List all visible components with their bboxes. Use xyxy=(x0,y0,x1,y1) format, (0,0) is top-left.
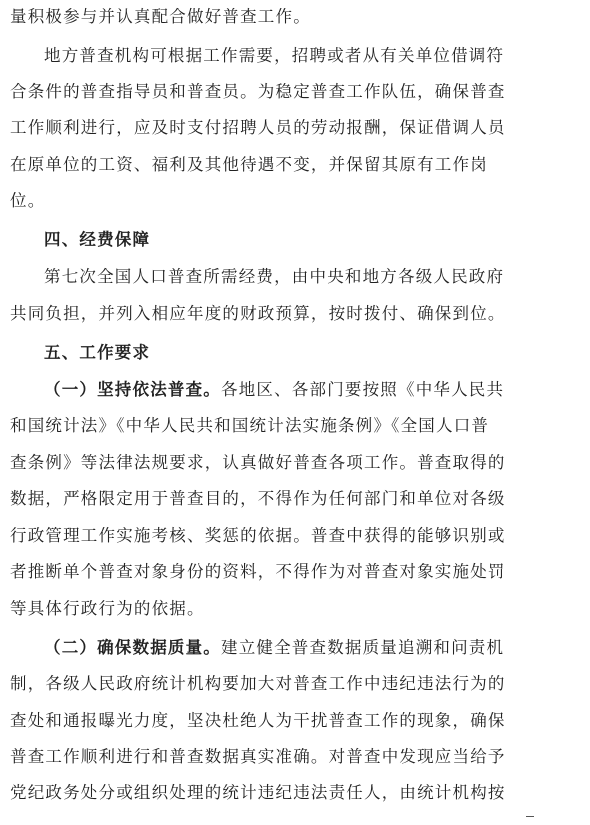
paragraph-line: 行政管理工作实施考核、奖惩的依据。普查中获得的能够识别或 xyxy=(10,526,506,545)
paragraph-line xyxy=(44,636,504,660)
item-text: 建立健全普查数据质量追溯和问责机 xyxy=(221,638,505,657)
paragraph-line: 工作顺利进行，应及时支付招聘人员的劳动报酬，保证借调人员 xyxy=(10,118,506,137)
paragraph-line: 地方普查机构可根据工作需要，招聘或者从有关单位借调符 xyxy=(44,46,505,65)
paragraph-line: 位。 xyxy=(10,191,46,210)
item-title-data-quality: （二）确保数据质量。 xyxy=(44,638,221,657)
paragraph-line: 者推断单个普查对象身份的资料，不得作为对普查对象实施处罚 xyxy=(10,562,506,581)
item-text: 各地区、各部门要按照《中华人民共 xyxy=(221,380,505,399)
paragraph-line: 在原单位的工资、福利及其他待遇不变，并保留其原有工作岗 xyxy=(10,155,488,174)
paragraph-line xyxy=(44,378,504,402)
paragraph-line: 第七次全国人口普查所需经费，由中央和地方各级人民政府 xyxy=(44,267,505,286)
paragraph-line: 量积极参与并认真配合做好普查工作。 xyxy=(10,7,311,26)
paragraph-line: 查处和通报曝光力度，坚决杜绝人为干扰普查工作的现象，确保 xyxy=(10,711,506,730)
paragraph-line: 党纪政务处分或组织处理的统计违纪违法责任人，由统计机构按 xyxy=(10,783,506,802)
paragraph-line: 数据，严格限定用于普查目的，不得作为任何部门和单位对各级 xyxy=(10,489,506,508)
paragraph-line: 普查工作顺利进行和普查数据真实准确。对普查中发现应当给予 xyxy=(10,747,506,766)
paragraph-line: 和国统计法》《中华人民共和国统计法实施条例》《全国人口普 xyxy=(10,416,490,435)
paragraph-line: 合条件的普查指导员和普查员。为稳定普查工作队伍，确保普查 xyxy=(10,82,506,101)
item-title-lawful-census: （一）坚持依法普查。 xyxy=(44,380,221,399)
paragraph-line: 查条例》等法律法规要求，认真做好普查各项工作。普查取得的 xyxy=(10,453,506,472)
paragraph-line: 等具体行政行为的依据。 xyxy=(10,599,205,618)
paragraph-line: 共同负担，并列入相应年度的财政预算，按时拨付、确保到位。 xyxy=(10,304,506,323)
section-heading-requirements: 五、工作要求 xyxy=(44,343,151,362)
paragraph-line: 制，各级人民政府统计机构要加大对普查工作中违纪违法行为的 xyxy=(10,674,506,693)
section-heading-funding: 四、经费保障 xyxy=(44,230,151,249)
page-edge-mark xyxy=(526,816,534,817)
